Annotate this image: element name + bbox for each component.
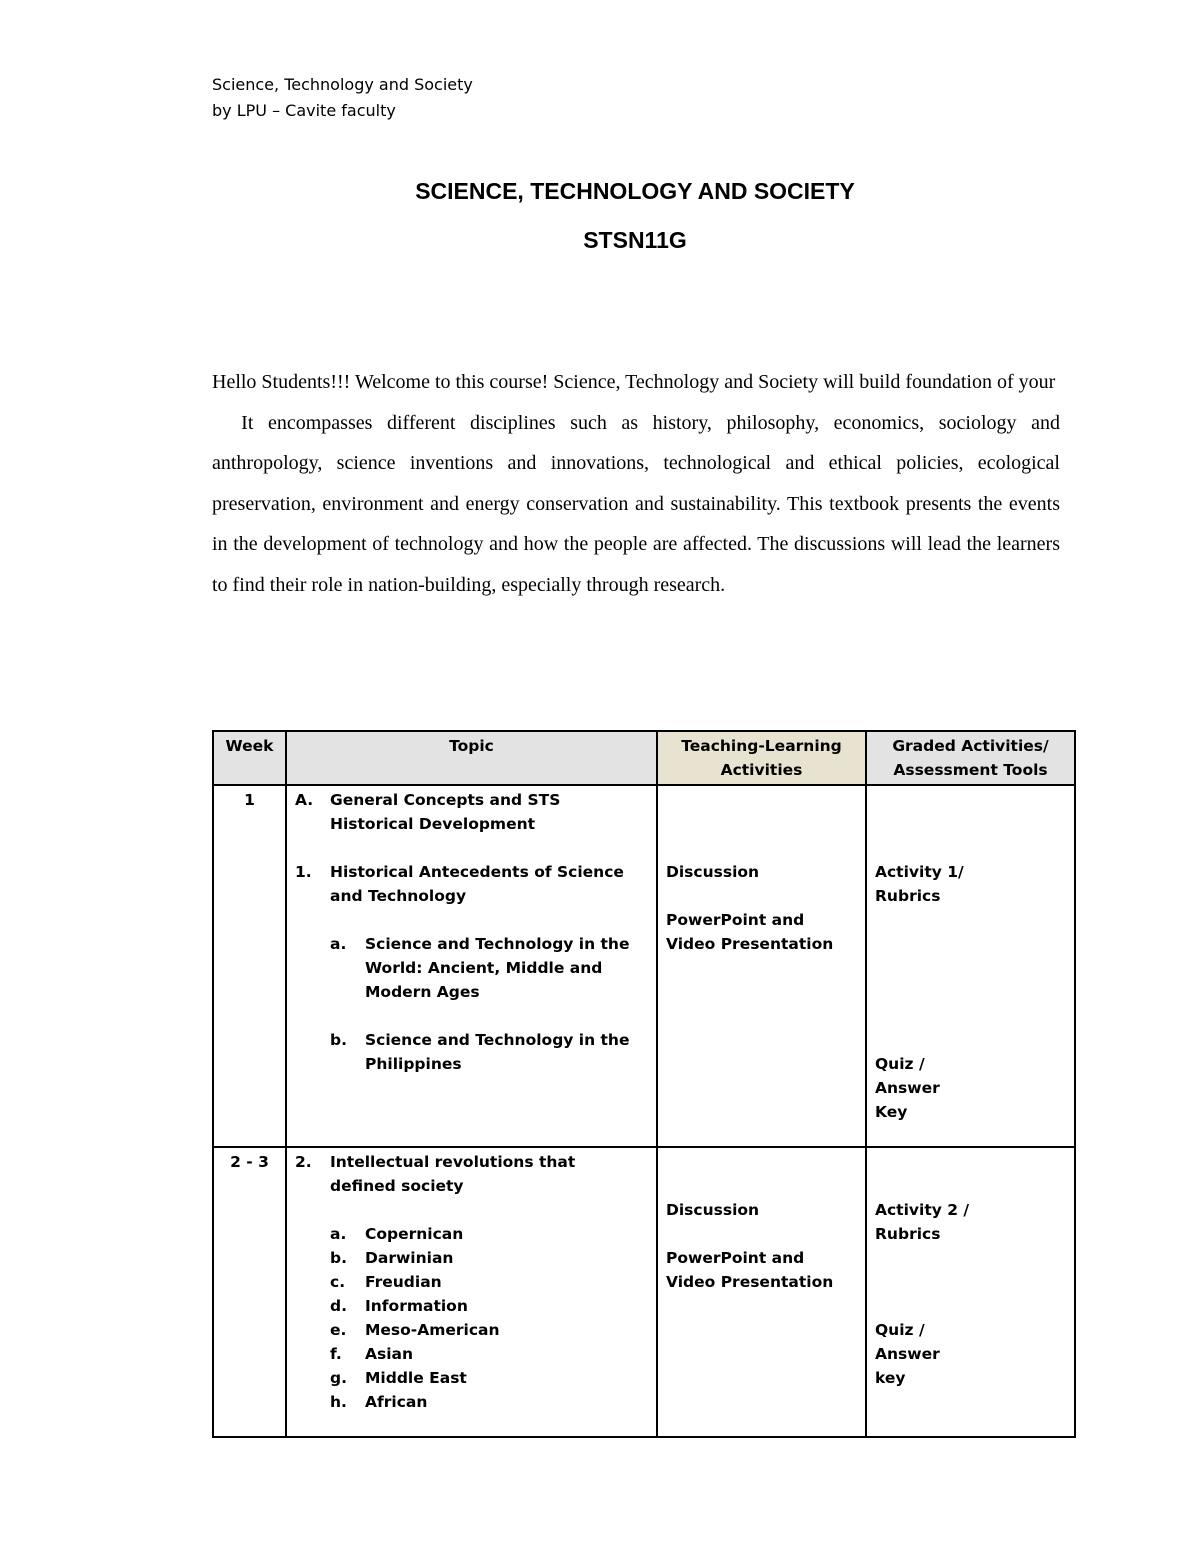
- graded-text: Activity 2 / Rubrics: [875, 1201, 970, 1243]
- topic-subitem: [295, 932, 648, 1004]
- activity-text: PowerPoint and Video Presentation: [666, 1249, 834, 1291]
- topic-cell: [286, 1147, 657, 1437]
- topic-item: [295, 1150, 648, 1198]
- topic-text: Meso-American: [365, 1321, 500, 1339]
- header-author: by LPU – Cavite faculty: [212, 101, 396, 120]
- intro-section: [212, 362, 1065, 605]
- header-graded: Graded Activities/ Assessment Tools: [866, 731, 1075, 785]
- activity-text: PowerPoint and Video Presentation: [666, 911, 834, 953]
- list-marker: A.: [295, 791, 314, 809]
- list-item: [295, 1270, 648, 1294]
- header-topic: Topic: [286, 731, 657, 785]
- course-schedule-table: [212, 730, 1076, 1438]
- list-marker: a.: [330, 935, 347, 953]
- topic-text: General Concepts and STS Historical Development: [330, 791, 561, 833]
- table-header-row: [213, 731, 1075, 785]
- week-cell: 1: [213, 785, 286, 1147]
- list-item: [295, 1294, 648, 1318]
- list-marker: c.: [330, 1273, 346, 1291]
- topic-text: Freudian: [365, 1273, 442, 1291]
- list-item: [295, 1318, 648, 1342]
- graded-text: Quiz / Answer key: [875, 1321, 940, 1387]
- topic-subitem: [295, 1028, 648, 1076]
- topic-text: Middle East: [365, 1369, 467, 1387]
- list-marker: a.: [330, 1225, 347, 1243]
- activities-cell: [657, 1147, 866, 1437]
- topic-section: [295, 788, 648, 836]
- intro-greeting: Hello Students!!! Welcome to this course! Science, Technology and Society will build foundation of your: [212, 371, 1056, 393]
- list-marker: f.: [330, 1345, 342, 1363]
- activity-text: Discussion: [666, 1201, 760, 1219]
- list-marker: b.: [330, 1249, 347, 1267]
- list-item: [295, 1342, 648, 1366]
- topic-text: Copernican: [365, 1225, 464, 1243]
- activity-text: Discussion: [666, 863, 760, 881]
- document-title: SCIENCE, TECHNOLOGY AND SOCIETY: [415, 178, 855, 204]
- topic-text: Science and Technology in the World: Ancient, Middle and Modern Ages: [365, 935, 630, 1001]
- topic-text: Darwinian: [365, 1249, 454, 1267]
- topic-text: Intellectual revolutions that defined society: [330, 1153, 576, 1195]
- list-item: [295, 1222, 648, 1246]
- list-marker: b.: [330, 1031, 347, 1049]
- graded-cell: [866, 785, 1075, 1147]
- header-activities: Teaching-Learning Activities: [657, 731, 866, 785]
- table-row: [213, 785, 1075, 1147]
- topic-text: Science and Technology in the Philippines: [365, 1031, 630, 1073]
- list-item: [295, 1390, 648, 1414]
- list-marker: 2.: [295, 1153, 312, 1171]
- topic-cell: [286, 785, 657, 1147]
- activities-cell: [657, 785, 866, 1147]
- list-item: [295, 1366, 648, 1390]
- list-marker: e.: [330, 1321, 347, 1339]
- header-week: Week: [213, 731, 286, 785]
- list-marker: g.: [330, 1369, 347, 1387]
- list-marker: d.: [330, 1297, 347, 1315]
- table-row: [213, 1147, 1075, 1437]
- course-code: STSN11G: [583, 227, 687, 253]
- intro-description: It encompasses different disciplines such as history, philosophy, economics, sociology and anthropology, science inventions and innovations, technological and ethical policies, ecological preservation, environment and energy conservation and sustainability. This textbook presents the events in the development of technology and how the people are affected. The discussions will lead the learners to find their role in nation-building, especially through research.: [212, 411, 1065, 596]
- topic-item: [295, 860, 648, 908]
- topic-text: African: [365, 1393, 428, 1411]
- graded-text: Activity 1/ Rubrics: [875, 863, 964, 905]
- topic-text: Information: [365, 1297, 468, 1315]
- topic-text: Historical Antecedents of Science and Technology: [330, 863, 624, 905]
- list-item: [295, 1246, 648, 1270]
- topic-text: Asian: [365, 1345, 414, 1363]
- week-cell: 2 - 3: [213, 1147, 286, 1437]
- running-header: [212, 72, 473, 124]
- list-marker: 1.: [295, 863, 312, 881]
- graded-text: Quiz / Answer Key: [875, 1055, 940, 1121]
- list-marker: h.: [330, 1393, 347, 1411]
- header-course-name: Science, Technology and Society: [212, 75, 473, 94]
- graded-cell: [866, 1147, 1075, 1437]
